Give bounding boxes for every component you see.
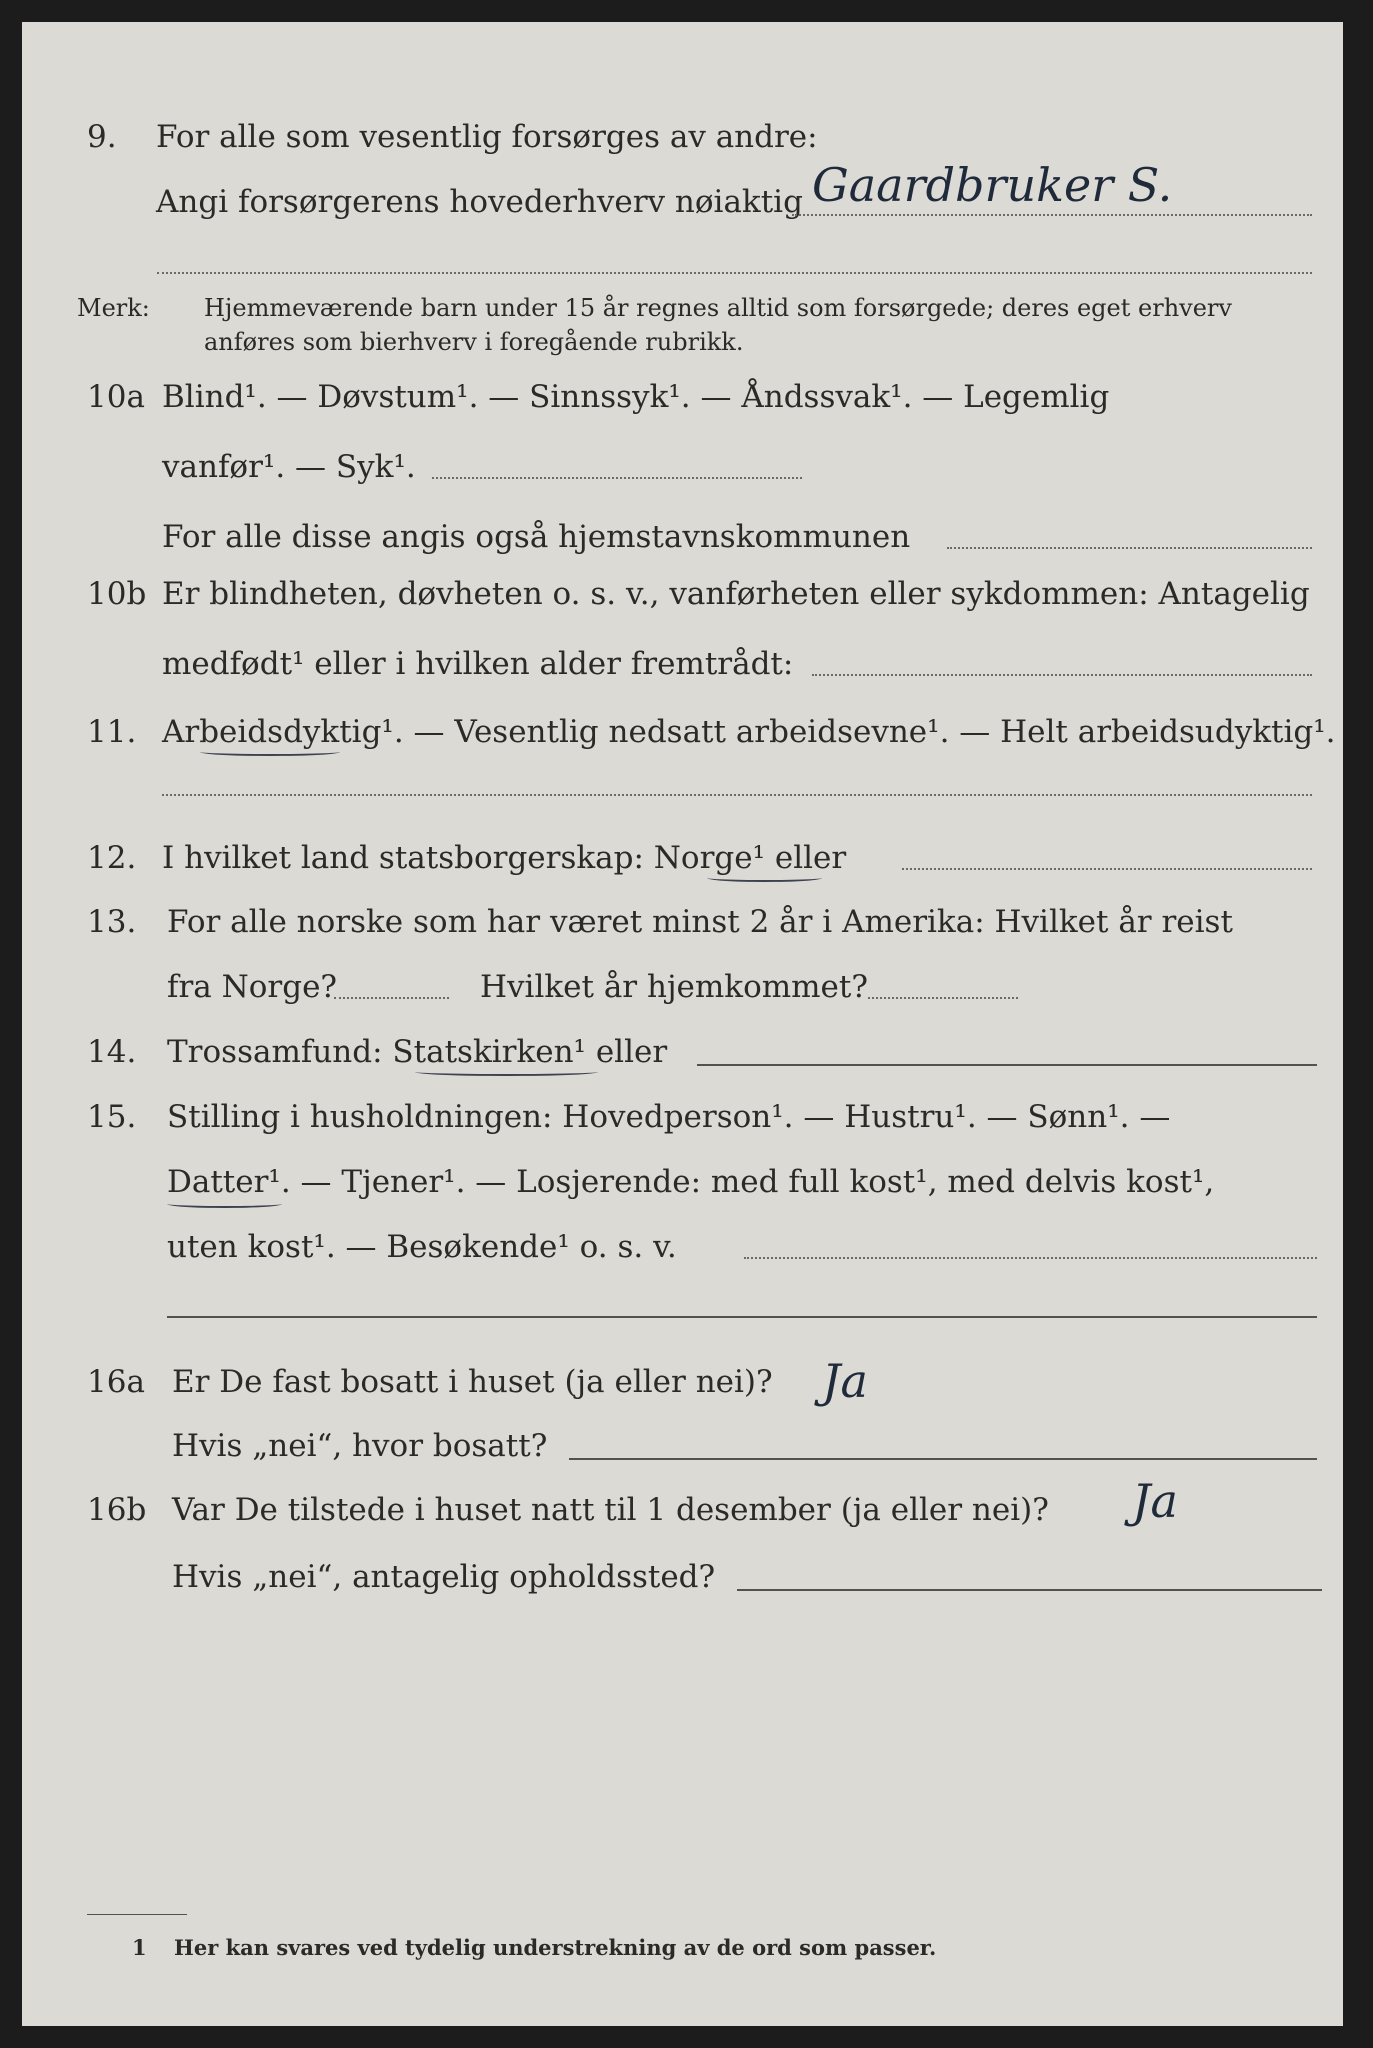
question-text: vanfør¹. — Syk¹. [162, 449, 416, 485]
handwritten-underline [167, 1200, 282, 1208]
handwritten-answer: Gaardbruker S. [812, 158, 1173, 212]
census-form-page [22, 22, 1343, 2026]
question-text: fra Norge? [167, 969, 338, 1005]
question-text: Angi forsørgerens hovederhverv nøiaktig [156, 184, 803, 220]
handwritten-answer: Ja [822, 1354, 868, 1408]
answer-line [744, 1257, 1317, 1259]
answer-line [157, 272, 1312, 274]
question-text: Trossamfund: Statskirken¹ eller [167, 1034, 668, 1070]
question-text: Hvilket år hjemkommet? [480, 969, 868, 1005]
question-text: Stilling i husholdningen: Hovedperson¹. — Hustru¹. — Sønn¹. — [167, 1099, 1171, 1135]
answer-line [162, 794, 1312, 796]
note-text: Hjemmeværende barn under 15 år regnes alltid som forsørgede; deres eget erhverv [204, 294, 1232, 322]
footnote-text: Her kan svares ved tydelig understrekning av de ord som passer. [174, 1935, 937, 1960]
question-text: Er De fast bosatt i huset (ja eller nei)? [172, 1364, 773, 1400]
handwritten-underline [415, 1068, 598, 1076]
answer-line [902, 868, 1312, 870]
footnote-rule [87, 1914, 187, 1915]
handwritten-answer: Ja [1132, 1474, 1178, 1528]
answer-line [334, 997, 449, 999]
handwritten-underline [200, 748, 340, 756]
note-text: anføres som bierhverv i foregående rubrikk. [204, 328, 744, 356]
question-number: 10b [87, 576, 147, 612]
question-text: Datter¹. — Tjener¹. — Losjerende: med full kost¹, med delvis kost¹, [167, 1164, 1215, 1200]
question-number: 9. [87, 119, 117, 155]
question-text: medfødt¹ eller i hvilken alder fremtrådt: [162, 646, 794, 682]
question-number: 13. [87, 904, 137, 940]
question-text: Er blindheten, døvheten o. s. v., vanførheten eller sykdommen: Antagelig [162, 576, 1310, 612]
question-number: 16a [87, 1364, 145, 1400]
question-number: 10a [87, 379, 145, 415]
question-text: Arbeidsdyktig¹. — Vesentlig nedsatt arbeidsevne¹. — Helt arbeidsudyktig¹. [162, 714, 1336, 750]
question-number: 11. [87, 714, 137, 750]
answer-line [868, 997, 1018, 999]
question-text: Blind¹. — Døvstum¹. — Sinnssyk¹. — Åndssvak¹. — Legemlig [162, 379, 1110, 415]
answer-line [947, 547, 1312, 549]
answer-line [812, 674, 1312, 676]
note-label: Merk: [77, 294, 150, 322]
handwritten-underline [707, 874, 822, 882]
answer-line [697, 1064, 1317, 1066]
question-text: Hvis „nei“, antagelig opholdssted? [172, 1559, 716, 1595]
question-text: Hvis „nei“, hvor bosatt? [172, 1428, 548, 1464]
answer-line [569, 1458, 1317, 1460]
question-number: 16b [87, 1492, 147, 1528]
question-text: For alle disse angis også hjemstavnskommunen [162, 519, 911, 555]
question-text: For alle norske som har været minst 2 år i Amerika: Hvilket år reist [167, 904, 1233, 940]
question-text: uten kost¹. — Besøkende¹ o. s. v. [167, 1229, 677, 1265]
question-text: I hvilket land statsborgerskap: Norge¹ eller [162, 840, 847, 876]
answer-line [737, 1589, 1322, 1591]
question-text: For alle som vesentlig forsørges av andre: [156, 119, 818, 155]
answer-line [432, 477, 802, 479]
question-number: 14. [87, 1034, 137, 1070]
question-number: 12. [87, 840, 137, 876]
answer-line [792, 214, 1312, 216]
section-separator-line [167, 1316, 1317, 1318]
question-text: Var De tilstede i huset natt til 1 desember (ja eller nei)? [172, 1492, 1049, 1528]
footnote-mark: 1 [132, 1935, 147, 1960]
question-number: 15. [87, 1099, 137, 1135]
